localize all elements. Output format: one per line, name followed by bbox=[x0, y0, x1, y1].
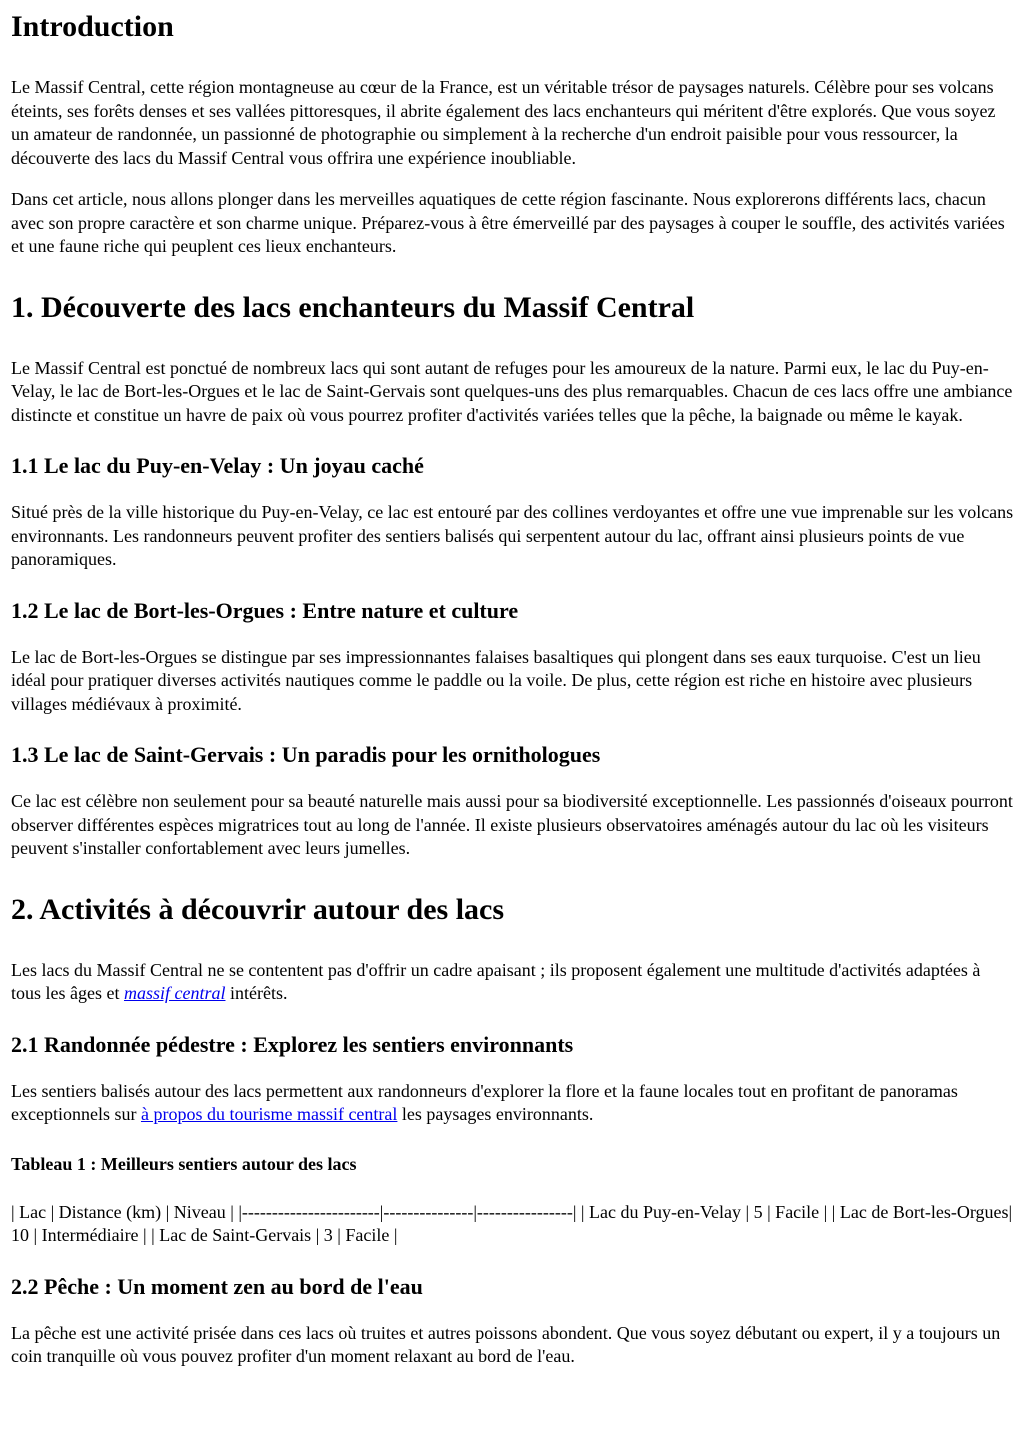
section-1-3-paragraph: Ce lac est célèbre non seulement pour sa beauté naturelle mais aussi pour sa biodiversité exceptionnelle. Les passionnés d'oiseaux pourront observer différentes espèces migratrices tout au long de l'année. Il existe plusieurs observatoires aménagés autour du lac où les visiteurs peuvent s'installer confortablement avec leurs jumelles. bbox=[11, 791, 1013, 858]
section-2-1-text-before: Les sentiers balisés autour des lacs permettent aux randonneurs d'explorer la flore et la faune locales tout en profitant de panoramas exceptionnels sur bbox=[11, 1080, 958, 1124]
section-1-paragraph: Le Massif Central est ponctué de nombreux lacs qui sont autant de refuges pour les amoureux de la nature. Parmi eux, le lac du Puy-en-Velay, le lac de Bort-les-Orgues et le lac de Saint-Gervais sont quelques-uns des plus remarquables. Chacun de ces lacs offre une ambiance distincte et constitue un havre de paix où vous pourrez profiter d'activités variées telles que la pêche, la baignade ou même le kayak. bbox=[11, 357, 1013, 425]
tourism-link[interactable]: à propos du tourisme massif central bbox=[140, 1104, 398, 1124]
section-1-3-heading: 1.3 Le lac de Saint-Gervais : Un paradis pour les ornithologues bbox=[11, 742, 601, 767]
intro-paragraph-2: Dans cet article, nous allons plonger dans les merveilles aquatiques de cette région fascinante. Nous explorerons différents lacs, chacun avec son propre caractère et son charme unique. Préparez-vous à être émerveillé par des paysages à couper le souffle, des activités variées et une faune riche qui peuplent ces lieux enchanteurs. bbox=[11, 189, 1005, 256]
section-1-2-heading: 1.2 Le lac de Bort-les-Orgues : Entre nature et culture bbox=[11, 597, 519, 623]
section-2-text-after: intérêts. bbox=[225, 983, 288, 1003]
table-caption: Tableau 1 : Meilleurs sentiers autour des lacs bbox=[11, 1153, 357, 1174]
intro-heading: Introduction bbox=[11, 10, 174, 43]
section-2-paragraph bbox=[11, 959, 1014, 1006]
section-1-heading: 1. Découverte des lacs enchanteurs du Massif Central bbox=[11, 290, 695, 324]
section-2-heading: 2. Activités à découvrir autour des lacs bbox=[11, 892, 505, 926]
table-raw-text: | Lac | Distance (km) | Niveau | |-----------------------|---------------|----------------| | Lac du Puy-en-Velay | 5 | Facile | | Lac de Bort-les-Orgues| 10 | Intermédiaire | | Lac de Saint-Gervais | 3 | Facile | bbox=[11, 1201, 1013, 1245]
section-2-1-heading: 2.1 Randonnée pédestre : Explorez les sentiers environnants bbox=[11, 1031, 574, 1057]
section-2-1-paragraph bbox=[11, 1080, 1014, 1127]
section-1-1-heading: 1.1 Le lac du Puy-en-Velay : Un joyau caché bbox=[11, 453, 424, 478]
section-2-1-text-after: les paysages environnants. bbox=[397, 1104, 594, 1124]
section-2-text-before: Les lacs du Massif Central ne se contentent pas d'offrir un cadre apaisant ; ils proposent également une multitude d'activités adaptées à tous les âges et bbox=[11, 959, 981, 1003]
massif-central-link[interactable]: massif central bbox=[123, 983, 226, 1003]
section-1-2-paragraph: Le lac de Bort-les-Orgues se distingue par ses impressionnantes falaises basaltiques qui plongent dans ses eaux turquoise. C'est un lieu idéal pour pratiquer diverses activités nautiques comme le paddle ou la voile. De plus, cette région est riche en histoire avec plusieurs villages médiévaux à proximité. bbox=[11, 646, 981, 714]
section-2-2-heading: 2.2 Pêche : Un moment zen au bord de l'eau bbox=[11, 1273, 423, 1299]
section-2-2-paragraph: La pêche est une activité prisée dans ces lacs où truites et autres poissons abondent. Que vous soyez débutant ou expert, il y a toujours un coin tranquille où vous pouvez profiter d'un moment relaxant au bord de l'eau. bbox=[11, 1322, 1001, 1366]
intro-paragraph-1: Le Massif Central, cette région montagneuse au cœur de la France, est un véritable trésor de paysages naturels. Célèbre pour ses volcans éteints, ses forêts denses et ses vallées pittoresques, il abrite également des lacs enchanteurs qui méritent d'être explorés. Que vous soyez un amateur de randonnée, un passionné de photographie ou simplement à la recherche d'un endroit paisible pour vous ressourcer, la découverte des lacs du Massif Central vous offrira une expérience inoubliable. bbox=[11, 77, 996, 168]
section-1-1-paragraph: Situé près de la ville historique du Puy-en-Velay, ce lac est entouré par des collines verdoyantes et offre une vue imprenable sur les volcans environnants. Les randonneurs peuvent profiter des sentiers balisés qui serpentent autour du lac, offrant ainsi plusieurs points de vue panoramiques. bbox=[11, 502, 1014, 569]
